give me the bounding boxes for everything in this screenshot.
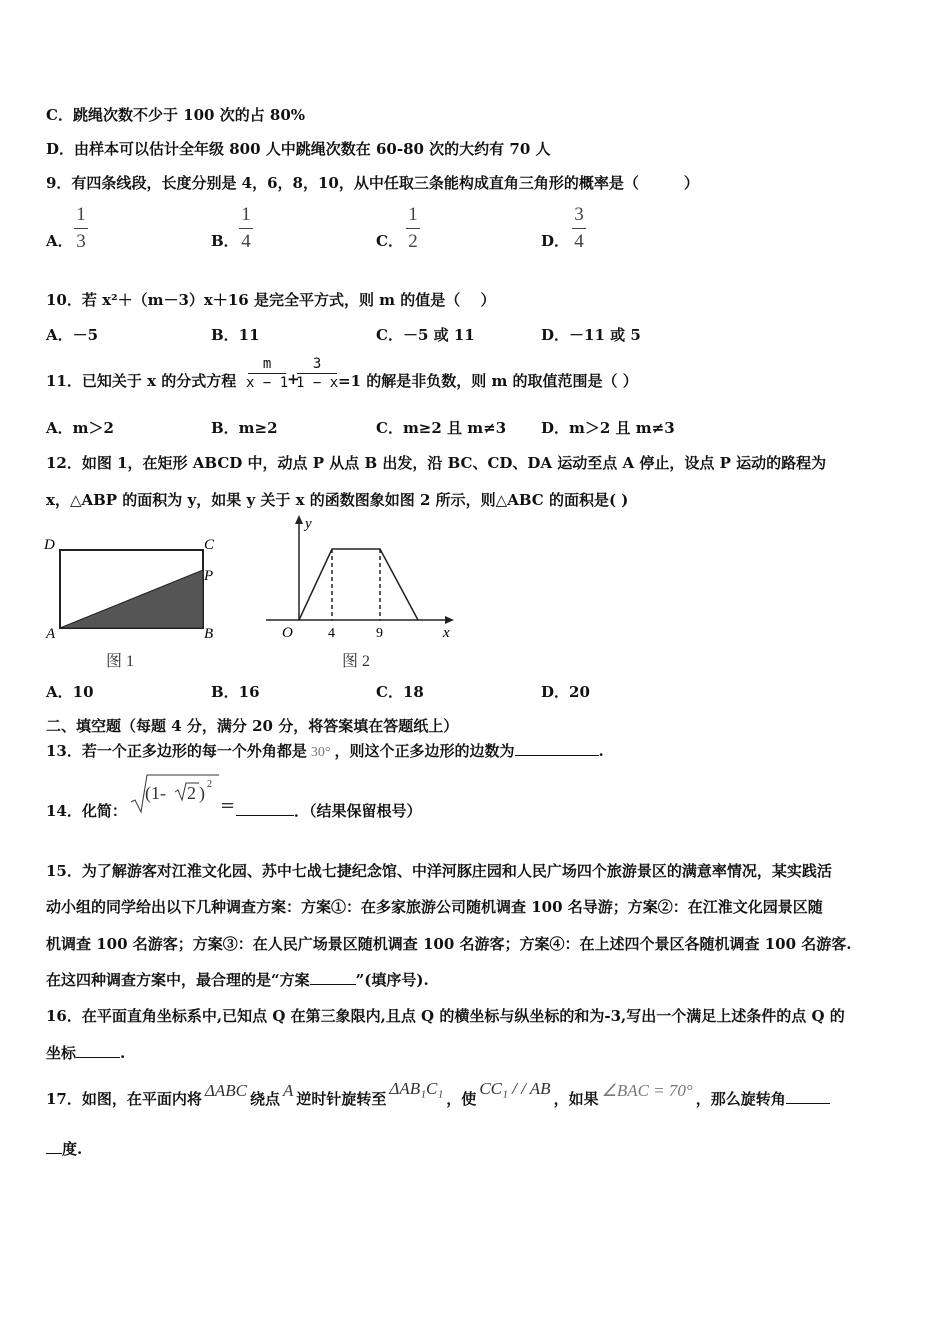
- figure-2-caption: 图 2: [342, 653, 371, 670]
- q17-text-e: ，如果: [553, 1090, 599, 1108]
- q16-line2-post: .: [120, 1044, 126, 1062]
- q17-answer-blank-2: [46, 1139, 62, 1154]
- q17-line1: [46, 1079, 830, 1109]
- q9-option-b-fraction: 1 4: [239, 204, 253, 253]
- label-a: A: [46, 626, 56, 642]
- q15-line4-post: ”(填序号).: [355, 971, 429, 989]
- q13-angle: 30°: [310, 745, 331, 760]
- q12-option-a: A．10: [46, 683, 94, 701]
- q11-fraction-2: 3 1 − x: [296, 356, 339, 391]
- q9-option-c-label: C．: [376, 232, 403, 250]
- q11-stem-pre: 11．已知关于 x 的分式方程: [46, 372, 237, 390]
- label-b: B: [204, 626, 214, 642]
- q17-answer-blank-1: [786, 1089, 830, 1104]
- q12-option-b: B．16: [211, 683, 260, 701]
- label-c: C: [204, 537, 215, 553]
- q16-line1: 16．在平面直角坐标系中,已知点 Q 在第三象限内,且点 Q 的横坐标与纵坐标的和为-3,写出一个满足上述条件的点 Q 的: [46, 1007, 845, 1025]
- q17-math-triangle-abc: ΔABC: [204, 1081, 247, 1100]
- q9-option-a-label: A．: [46, 232, 73, 250]
- q16-answer-blank: [76, 1043, 120, 1058]
- section-2-heading: 二、填空题（每题 4 分，满分 20 分，将答案填在答题纸上）: [46, 717, 459, 735]
- expr-exponent: 2: [207, 779, 212, 790]
- axis-label-y: y: [305, 516, 312, 532]
- q15-answer-blank: [310, 970, 356, 985]
- q12-option-d: D．20: [541, 683, 590, 701]
- figure-1-caption: 图 1: [106, 653, 135, 670]
- q16-line2-pre: 坐标: [46, 1044, 77, 1062]
- q17-math-triangle-ab1c1: ΔAB₁C₁: [389, 1079, 444, 1098]
- q17-text-f: ，那么旋转角: [695, 1090, 786, 1108]
- q14-post: ．（结果保留根号）: [294, 802, 422, 820]
- q10-option-a: A．－5: [46, 326, 99, 344]
- q13-end: .: [598, 742, 604, 760]
- tick-label-4: 4: [328, 626, 335, 641]
- q17-line2: [46, 1138, 82, 1159]
- q17-line2-text: 度.: [62, 1140, 83, 1158]
- q9-option-d-fraction: 3 4: [572, 204, 586, 253]
- q17-text-a: 17．如图，在平面内将: [46, 1090, 202, 1108]
- q8-option-c: C．跳绳次数不少于 100 次的占 80%: [46, 106, 306, 124]
- q12-option-c: C．18: [376, 683, 424, 701]
- q12-stem-line1: 12．如图 1，在矩形 ABCD 中，动点 P 从点 B 出发，沿 BC、CD、DA 运动至点 A 停止，设点 P 运动的路程为: [46, 454, 827, 472]
- q8-option-d: D．由样本可以估计全年级 800 人中跳绳次数在 60-80 次的大约有 70 人: [46, 140, 551, 158]
- q11-option-c: C．m≥2 且 m≠3: [376, 419, 507, 437]
- triangle-abp: [60, 570, 203, 628]
- q17-math-point-a: A: [282, 1081, 294, 1100]
- q12-stem-line2: x，△ABP 的面积为 y，如果 y 关于 x 的函数图象如图 2 所示，则△ABC 的面积是( ): [46, 491, 629, 509]
- q17-math-angle: ∠BAC = 70°: [601, 1081, 693, 1100]
- q10-option-c: C．－5 或 11: [376, 326, 475, 344]
- q9-option-b-label: B．: [211, 232, 239, 250]
- q15-line1: 15．为了解游客对江淮文化园、苏中七战七捷纪念馆、中洋河豚庄园和人民广场四个旅游景区的满意率情况，某实践活: [46, 862, 832, 880]
- axis-label-x: x: [443, 625, 450, 641]
- q14-sqrt-expression: [129, 772, 229, 816]
- label-d: D: [44, 537, 55, 553]
- q15-line4: [46, 969, 429, 990]
- expr-part-c: ): [199, 783, 205, 803]
- q13-pre: 13．若一个正多边形的每一个外角都是: [46, 742, 307, 760]
- y-axis-arrow: [295, 515, 303, 524]
- q17-text-d: ，使: [446, 1090, 477, 1108]
- q16-line2: [46, 1042, 125, 1063]
- q11-option-d: D．m＞2 且 m≠3: [541, 419, 675, 437]
- x-axis-arrow: [445, 616, 454, 624]
- q13-line: [46, 740, 604, 761]
- q11-plus: +: [287, 370, 300, 388]
- q17-text-b: 绕点: [249, 1090, 280, 1108]
- q11-option-a: A．m＞2: [46, 419, 114, 437]
- q17-text-c: 逆时针旋转至: [296, 1090, 387, 1108]
- expr-part-a: (1-: [145, 783, 166, 803]
- origin-label: O: [282, 625, 293, 641]
- q9-stem: 9．有四条线段，长度分别是 4，6，8，10，从中任取三条能构成直角三角形的概率是（ ）: [46, 174, 699, 192]
- q9-option-d-label: D．: [541, 232, 570, 250]
- tick-label-9: 9: [376, 626, 383, 641]
- q14-equals: =: [220, 795, 236, 816]
- figure-2-graph: [262, 512, 462, 672]
- q9-option-c-fraction: 1 2: [406, 204, 420, 253]
- q13-post: ，则这个正多边形的边数为: [334, 742, 515, 760]
- q11-fraction-1: m x − 1: [246, 356, 289, 391]
- q13-answer-blank: [515, 741, 599, 756]
- q15-line2: 动小组的同学给出以下几种调查方案：方案①：在多家旅游公司随机调查 100 名导游；方案②：在江淮文化园景区随: [46, 898, 823, 916]
- q11-option-b: B．m≥2: [211, 419, 278, 437]
- q14-answer-blank: [236, 801, 294, 816]
- expr-part-b: 2: [187, 783, 196, 803]
- q14-pre: 14．化简：: [46, 802, 127, 820]
- figure-1-rectangle: [40, 530, 230, 672]
- label-p: P: [204, 568, 214, 584]
- q15-line4-pre: 在这四种调查方案中，最合理的是“方案: [46, 971, 310, 989]
- q9-option-a-fraction: 1 3: [74, 204, 88, 253]
- q17-math-parallel: CC₁ / / AB: [479, 1079, 551, 1098]
- graph-line: [299, 549, 418, 620]
- q10-stem: 10．若 x²＋（m－3）x＋16 是完全平方式，则 m 的值是（ ）: [46, 291, 496, 309]
- q10-option-b: B．11: [211, 326, 260, 344]
- q10-option-d: D．－11 或 5: [541, 326, 641, 344]
- q11-stem-post: =1 的解是非负数，则 m 的取值范围是（ ）: [338, 372, 638, 390]
- q15-line3: 机调查 100 名游客；方案③：在人民广场景区随机调查 100 名游客；方案④：在上述四个景区各随机调查 100 名游客.: [46, 935, 852, 953]
